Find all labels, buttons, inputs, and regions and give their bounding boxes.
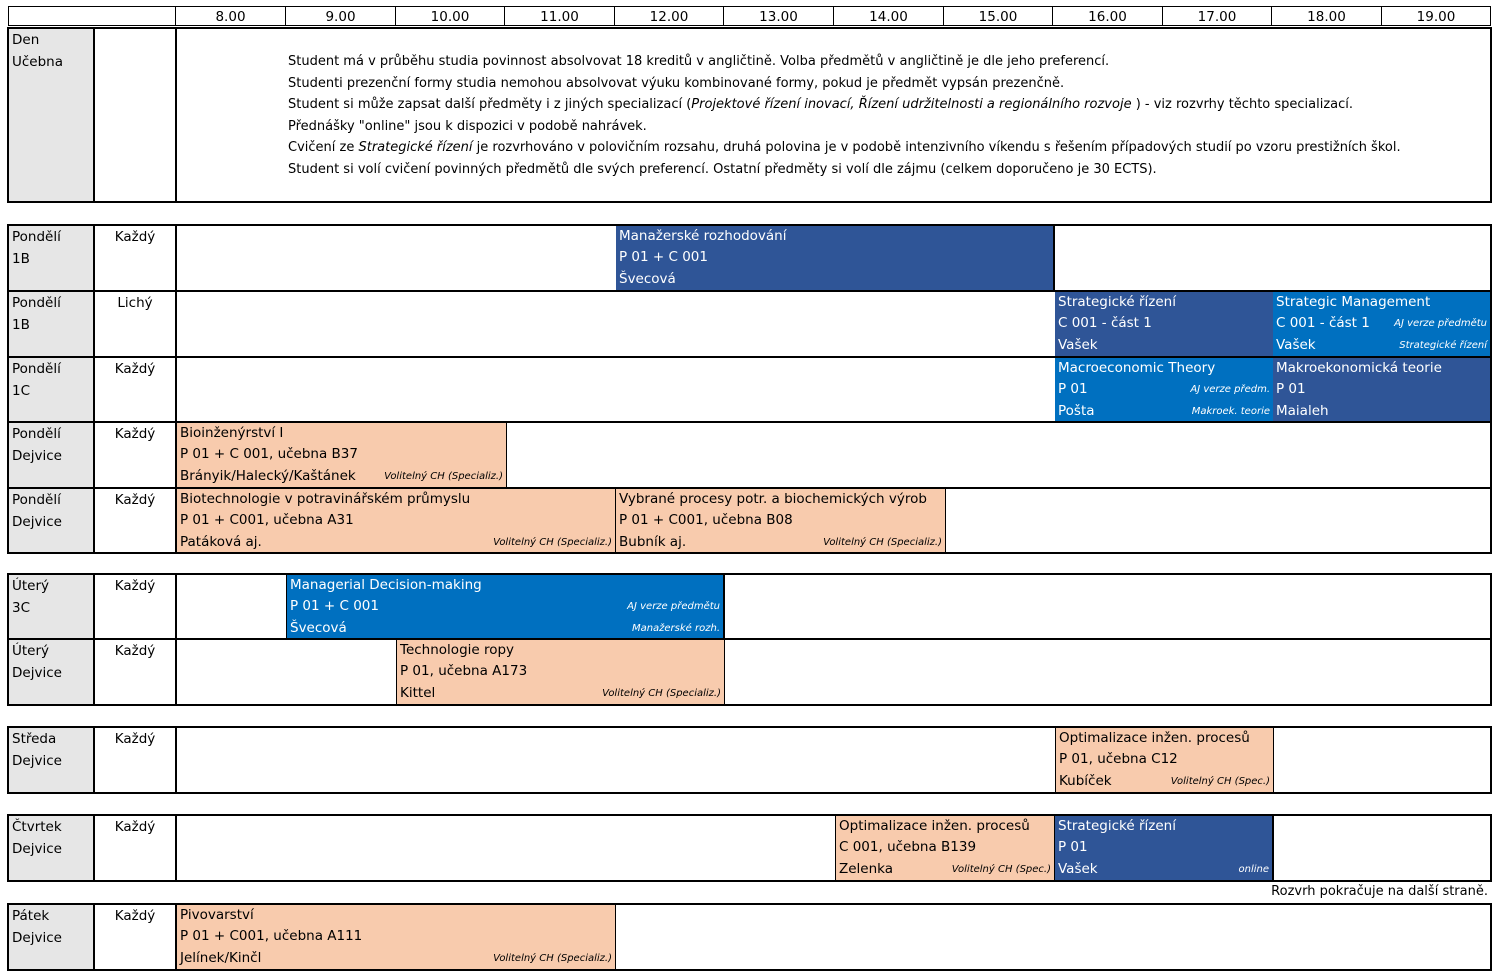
note-line: Přednášky "online" jsou k dispozici v podobě nahrávek. <box>288 118 647 134</box>
legend-cell <box>9 29 95 201</box>
tuesday-group <box>7 573 1492 706</box>
time-header: 11.00 <box>505 6 615 26</box>
time-header: 13.00 <box>724 6 834 26</box>
row-day: Středa Dejvice <box>9 728 95 792</box>
row-day: Pondělí 1C <box>9 358 95 421</box>
time-header: 16.00 <box>1053 6 1163 26</box>
friday-group <box>7 903 1492 971</box>
event-block[interactable]: Bioinženýrství I P 01 + C 001, učebna B37 Brányik/Halecký/Kaštánek Volitelný CH (Specializ.) <box>177 423 507 487</box>
note-line: Student si může zapsat další předměty i z jiných specializací (Projektové řízení inovací, Řízení udržitelnosti a regionálního rozvoje ) - viz rozvrhy těchto specializací. <box>288 97 1354 112</box>
row-week: Každý <box>95 575 177 638</box>
time-header: 14.00 <box>834 6 944 26</box>
row-day: Pondělí Dejvice <box>9 489 95 552</box>
event-block[interactable]: Vybrané procesy potr. a biochemických výrob P 01 + C001, učebna B08 Bubník aj. Volitelný CH (Specializ.) <box>616 489 946 552</box>
notes-block <box>7 27 1492 203</box>
row-week: Každý <box>95 905 177 969</box>
time-header: 15.00 <box>944 6 1053 26</box>
legend-day: Den <box>12 32 40 48</box>
wednesday-group <box>7 726 1492 794</box>
note-line: Studenti prezenční formy studia nemohou absolvovat výuku kombinované formy, pokud je předmět vypsán prezenčně. <box>288 75 1065 91</box>
notes-text <box>288 51 1401 180</box>
monday-group <box>7 224 1492 554</box>
row-day: Čtvrtek Dejvice <box>9 816 95 880</box>
time-header: 18.00 <box>1272 6 1382 26</box>
row-day: Pondělí 1B <box>9 226 95 290</box>
note-line: Student má v průběhu studia povinnost absolvovat 18 kreditů v angličtině. Volba předmětů v angličtině je dle jeho preferencí. <box>288 54 1110 69</box>
event-block[interactable]: Optimalizace inžen. procesů P 01, učebna C12 Kubíček Volitelný CH (Spec.) <box>1055 728 1274 792</box>
continued-note: Rozvrh pokračuje na další straně. <box>1271 884 1488 899</box>
row-week: Lichý <box>95 292 177 356</box>
row-week: Každý <box>95 358 177 421</box>
row-week: Každý <box>95 489 177 552</box>
row-week: Každý <box>95 728 177 792</box>
row-day: Úterý Dejvice <box>9 640 95 704</box>
row-week: Každý <box>95 423 177 487</box>
time-header: 9.00 <box>286 6 396 26</box>
row-week: Každý <box>95 226 177 290</box>
time-header: 12.00 <box>615 6 724 26</box>
event-block[interactable]: Macroeconomic Theory P 01 AJ verze předm. Pošta Makroek. teorie <box>1055 358 1273 421</box>
event-block[interactable]: Strategické řízení C 001 - část 1 Vašek <box>1055 292 1273 356</box>
event-block[interactable]: Optimalizace inžen. procesů C 001, učebna B139 Zelenka Volitelný CH (Spec.) <box>835 816 1055 880</box>
note-line: Student si volí cvičení povinných předmětů dle svých preferencí. Ostatní předměty si volí dle zájmu (celkem doporučeno je 30 ECTS). <box>288 161 1157 177</box>
time-header: 17.00 <box>1163 6 1272 26</box>
event-block[interactable]: Managerial Decision-making P 01 + C 001 AJ verze předmětu Švecová Manažerské rozh. <box>286 575 725 638</box>
thursday-group <box>7 814 1492 882</box>
time-header: 10.00 <box>396 6 505 26</box>
time-header: 8.00 <box>176 6 286 26</box>
legend-room: Učebna <box>12 53 64 70</box>
header-blank <box>8 6 176 26</box>
note-line: Cvičení ze Strategické řízení je rozvrhováno v polovičním rozsahu, druhá polovina je v podobě intenzivního víkendu s řešením případových studií po vzoru prestižních škol. <box>288 140 1401 155</box>
row-day: Pondělí 1B <box>9 292 95 356</box>
row-day: Pátek Dejvice <box>9 905 95 969</box>
time-header: 19.00 <box>1382 6 1491 26</box>
legend-week-cell <box>95 29 177 201</box>
event-block[interactable]: Manažerské rozhodování P 01 + C 001 Švecová <box>616 226 1055 290</box>
event-block[interactable]: Strategické řízení P 01 Vašek online <box>1055 816 1274 880</box>
event-block[interactable]: Pivovarství P 01 + C001, učebna A111 Jelínek/Kinčl Volitelný CH (Specializ.) <box>177 905 616 969</box>
row-day: Úterý 3C <box>9 575 95 638</box>
event-block[interactable]: Technologie ropy P 01, učebna A173 Kittel Volitelný CH (Specializ.) <box>396 640 725 704</box>
event-block[interactable]: Strategic Management C 001 - část 1 AJ verze předmětu Vašek Strategické řízení <box>1273 292 1490 356</box>
row-week: Každý <box>95 640 177 704</box>
row-week: Každý <box>95 816 177 880</box>
row-day: Pondělí Dejvice <box>9 423 95 487</box>
event-block[interactable]: Makroekonomická teorie P 01 Maialeh <box>1273 358 1490 421</box>
event-block[interactable]: Biotechnologie v potravinářském průmyslu P 01 + C001, učebna A31 Patáková aj. Volitelný CH (Specializ.) <box>177 489 616 552</box>
